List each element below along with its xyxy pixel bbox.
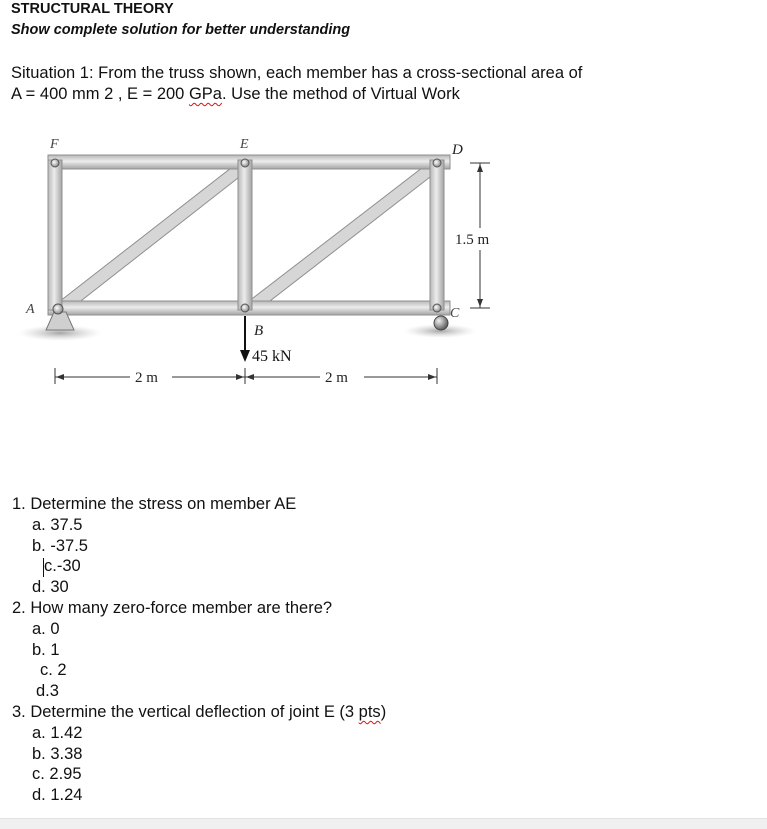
label-A: A <box>26 302 35 317</box>
dim-span2-arrow-left <box>246 374 254 380</box>
pin-F <box>51 159 59 167</box>
roller-support-C <box>434 316 448 330</box>
question-3-prompt-post: ) <box>380 703 387 721</box>
text-cursor <box>43 558 44 577</box>
q1-option-c[interactable]: c.-30 <box>44 557 81 575</box>
span-label-1: 2 m <box>135 370 158 386</box>
pts-word: pts <box>358 703 381 721</box>
member-BE <box>238 160 252 310</box>
member-AE <box>55 161 252 311</box>
q3-option-a[interactable]: a. 1.42 <box>32 724 83 742</box>
label-D: D <box>452 142 463 158</box>
q2-option-d[interactable]: d.3 <box>36 682 59 700</box>
pin-E <box>241 159 249 167</box>
q2-option-b[interactable]: b. 1 <box>32 641 60 659</box>
situation-line-2-post: . Use the method of Virtual Work <box>221 85 460 103</box>
q1-option-b[interactable]: b. -37.5 <box>32 537 88 555</box>
q2-option-a[interactable]: a. 0 <box>32 620 60 638</box>
label-E: E <box>240 137 249 152</box>
dim-span1-arrow-left <box>56 374 64 380</box>
dim-span1-arrow-right <box>236 374 244 380</box>
bottom-scroll-strip <box>0 818 767 829</box>
situation-line-1: Situation 1: From the truss shown, each member has a cross-sectional area of <box>11 64 583 82</box>
height-label: 1.5 m <box>455 232 490 248</box>
q3-option-c[interactable]: c. 2.95 <box>32 765 82 783</box>
gpa-unit: GPa <box>188 85 222 103</box>
member-BD <box>244 161 443 311</box>
question-1-prompt: 1. Determine the stress on member AE <box>12 495 297 513</box>
pin-B <box>241 304 249 312</box>
span-label-2: 2 m <box>325 370 348 386</box>
doc-title: STRUCTURAL THEORY <box>11 1 174 17</box>
member-CD <box>430 160 444 310</box>
q1-option-d[interactable]: d. 30 <box>32 578 69 596</box>
q2-option-c[interactable]: c. 2 <box>40 661 67 679</box>
situation-line-2 <box>11 85 460 104</box>
pin-D <box>433 159 441 167</box>
q3-option-d[interactable]: d. 1.24 <box>32 786 83 804</box>
dim-height-arrow-up <box>477 164 483 172</box>
q1-option-a[interactable]: a. 37.5 <box>32 516 83 534</box>
pin-A <box>53 304 63 314</box>
situation-line-2-pre: A = 400 mm 2 , E = 200 <box>11 85 189 103</box>
question-3-prompt-pre: 3. Determine the vertical deflection of joint E (3 <box>12 703 359 721</box>
doc-subtitle: Show complete solution for better understanding <box>11 22 351 38</box>
pin-C <box>433 304 441 312</box>
dim-span2-arrow-right <box>428 374 436 380</box>
load-arrow-head <box>240 350 250 362</box>
question-2-prompt: 2. How many zero-force member are there? <box>12 599 333 617</box>
load-label: 45 kN <box>252 348 292 365</box>
label-C: C <box>450 306 460 321</box>
label-B: B <box>254 323 264 339</box>
truss-figure <box>0 130 767 395</box>
q3-option-b[interactable]: b. 3.38 <box>32 745 83 763</box>
dim-height-arrow-down <box>477 299 483 307</box>
question-3-prompt <box>12 703 386 722</box>
label-F: F <box>50 137 59 152</box>
member-AF <box>48 160 62 310</box>
